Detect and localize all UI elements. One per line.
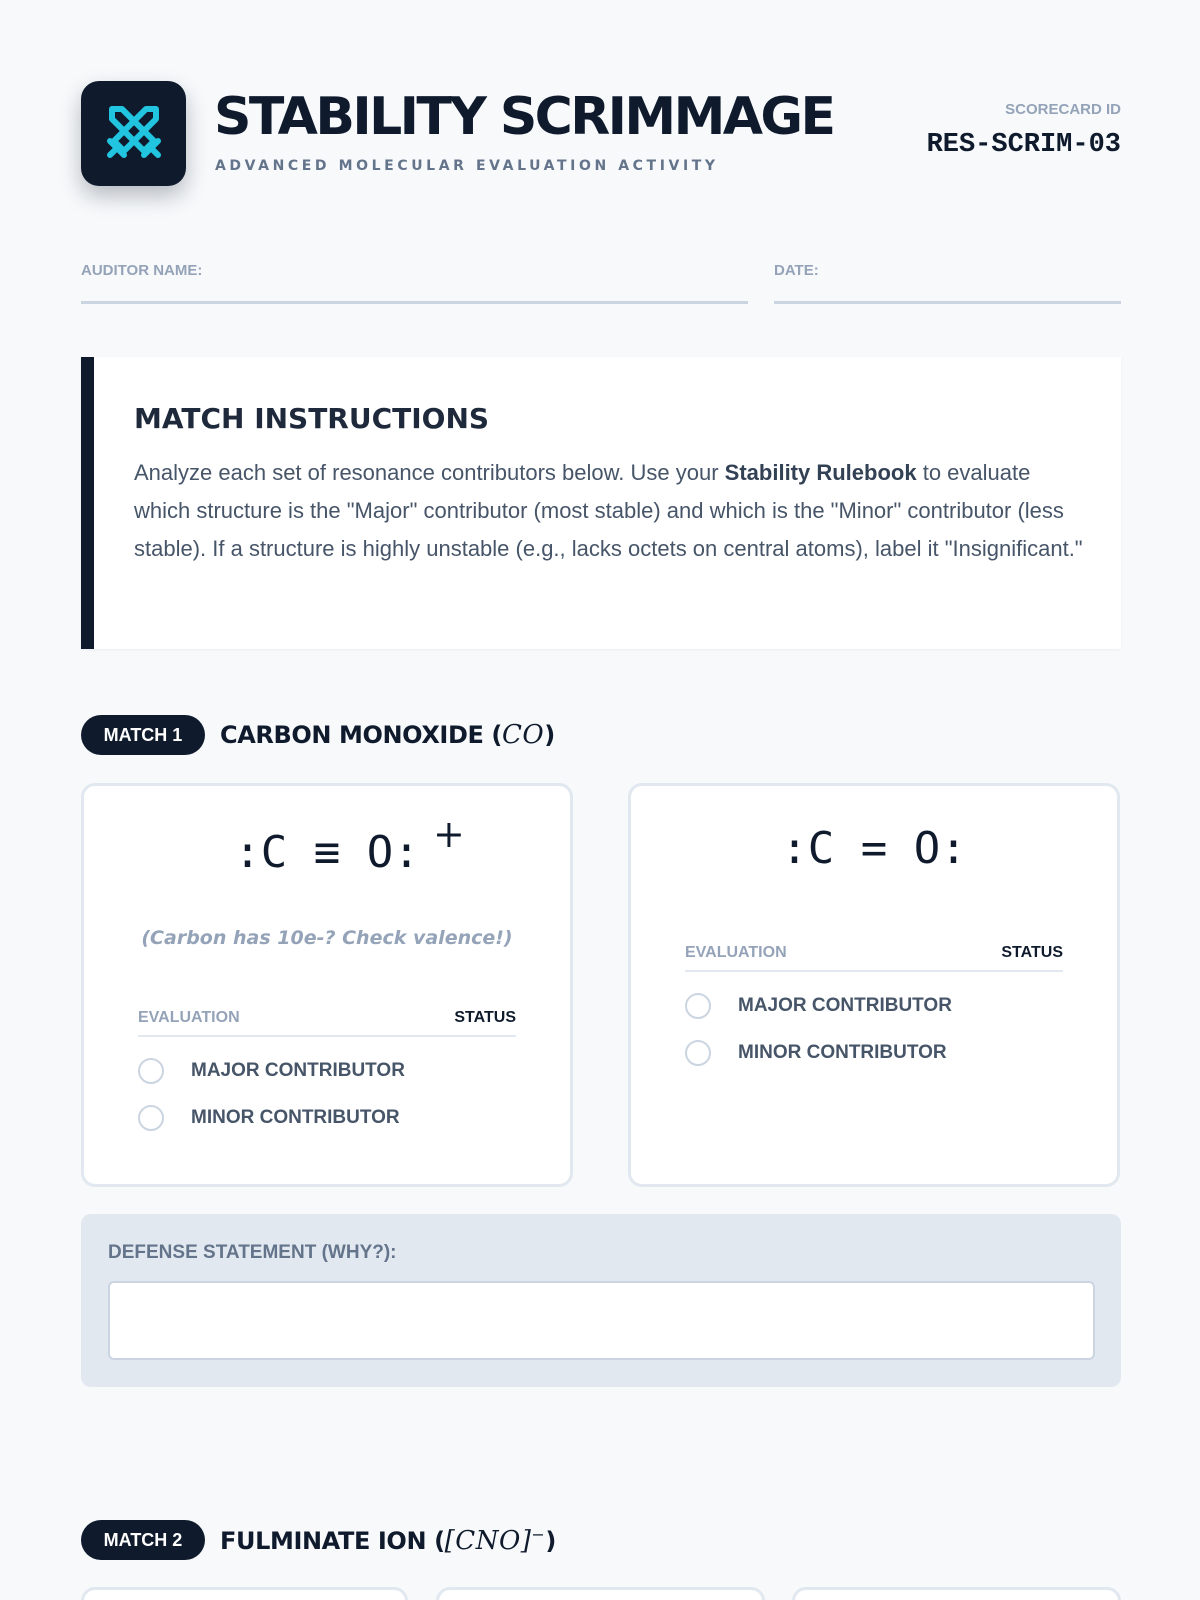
evaluation-label: EVALUATION bbox=[138, 1009, 240, 1026]
defense-statement-label: DEFENSE STATEMENT (WHY?): bbox=[108, 1242, 397, 1263]
match-2-title-text: FULMINATE ION ( bbox=[220, 1527, 445, 1555]
option-label: MAJOR CONTRIBUTOR bbox=[738, 995, 952, 1016]
radio-button[interactable] bbox=[138, 1058, 164, 1084]
evaluation-label: EVALUATION bbox=[685, 944, 787, 961]
match-1-formula: CO bbox=[502, 720, 545, 750]
logo bbox=[81, 81, 186, 186]
option-label: MINOR CONTRIBUTOR bbox=[191, 1107, 400, 1128]
match-2-badge: MATCH 2 bbox=[81, 1520, 205, 1560]
major-contributor-option[interactable] bbox=[138, 1058, 518, 1086]
evaluation-header bbox=[138, 1009, 516, 1037]
match-2-title-close: ) bbox=[545, 1527, 556, 1555]
radio-button[interactable] bbox=[685, 993, 711, 1019]
structure-card bbox=[81, 1587, 408, 1600]
match-2-formula-charge: − bbox=[531, 1525, 546, 1544]
match-1-title bbox=[220, 720, 555, 750]
instructions-text bbox=[134, 454, 1084, 568]
structure-card bbox=[792, 1587, 1121, 1600]
instructions-text-part: Analyze each set of resonance contributors below. Use your bbox=[134, 460, 725, 485]
structure-card bbox=[436, 1587, 765, 1600]
crossed-swords-icon bbox=[102, 99, 166, 168]
auditor-name-input[interactable] bbox=[81, 283, 748, 301]
minor-contributor-option[interactable] bbox=[138, 1105, 518, 1133]
auditor-name-label: AUDITOR NAME: bbox=[81, 262, 203, 279]
date-input[interactable] bbox=[774, 283, 1121, 301]
defense-statement-input[interactable] bbox=[108, 1281, 1095, 1360]
auditor-name-field[interactable] bbox=[81, 262, 748, 304]
major-contributor-option[interactable] bbox=[685, 993, 1065, 1021]
structure-card bbox=[628, 783, 1120, 1187]
option-label: MAJOR CONTRIBUTOR bbox=[191, 1060, 405, 1081]
radio-button[interactable] bbox=[685, 1040, 711, 1066]
evaluation-header bbox=[685, 944, 1063, 972]
date-field[interactable] bbox=[774, 262, 1121, 304]
date-label: DATE: bbox=[774, 262, 819, 279]
stability-rulebook-emphasis: Stability Rulebook bbox=[724, 460, 917, 485]
page-subtitle: ADVANCED MOLECULAR EVALUATION ACTIVITY bbox=[215, 158, 719, 174]
page-header bbox=[81, 81, 1121, 185]
status-label: STATUS bbox=[454, 1009, 516, 1026]
match-2-title bbox=[220, 1525, 556, 1556]
match-1-heading bbox=[81, 715, 781, 755]
match-1-title-text: CARBON MONOXIDE ( bbox=[220, 721, 502, 749]
hint-text: (Carbon has 10e-? Check valence!) bbox=[141, 927, 513, 949]
match-instructions-panel bbox=[81, 357, 1121, 649]
scorecard-id-label: SCORECARD ID bbox=[1005, 101, 1121, 118]
page-title: STABILITY SCRIMMAGE bbox=[214, 87, 834, 147]
defense-statement-panel bbox=[81, 1214, 1121, 1387]
formal-charge: + bbox=[433, 812, 465, 856]
structure-card bbox=[81, 783, 573, 1187]
match-2-heading bbox=[81, 1520, 781, 1560]
scorecard-id-value: RES-SCRIM-03 bbox=[926, 130, 1121, 160]
lewis-structure: :C ≡ O: bbox=[234, 827, 420, 878]
radio-button[interactable] bbox=[138, 1105, 164, 1131]
option-label: MINOR CONTRIBUTOR bbox=[738, 1042, 947, 1063]
match-2-formula: [CNO] bbox=[444, 1526, 532, 1556]
instructions-text-part: to evaluate which structure is the "Major" contributor (most stable) and which is the "Minor" contributor (less stable). If a structure is highly unstable (e.g., lacks octets on central atoms), label it "Insignificant." bbox=[134, 460, 1083, 561]
lewis-structure: :C = O: bbox=[781, 823, 967, 874]
match-1-title-close: ) bbox=[544, 721, 555, 749]
minor-contributor-option[interactable] bbox=[685, 1040, 1065, 1068]
status-label: STATUS bbox=[1001, 944, 1063, 961]
match-1-badge: MATCH 1 bbox=[81, 715, 205, 755]
instructions-title: MATCH INSTRUCTIONS bbox=[134, 402, 490, 435]
